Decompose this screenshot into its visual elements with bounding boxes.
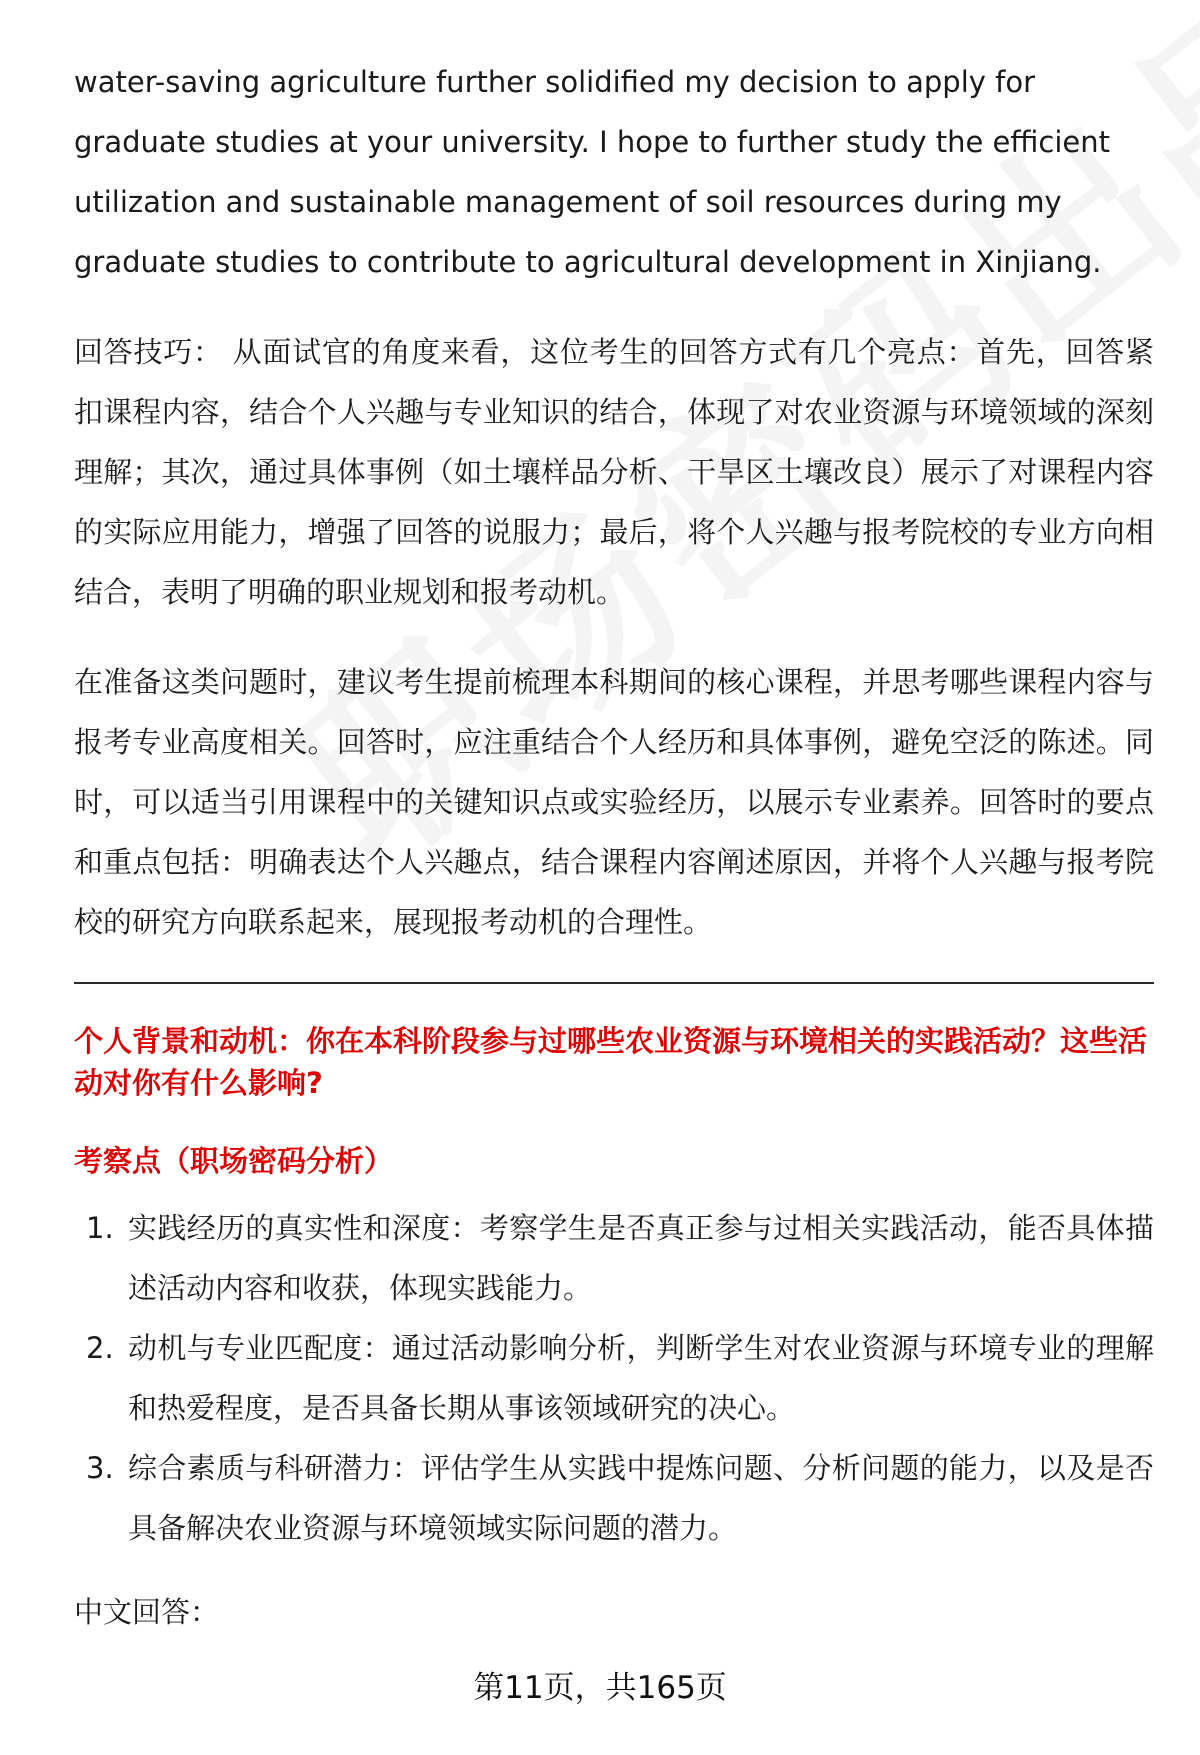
list-item bbox=[74, 1198, 1154, 1318]
list-item-text: 动机与专业匹配度：通过活动影响分析，判断学生对农业资源与环境专业的理解和热爱程度，是否具备长期从事该领域研究的决心。 bbox=[128, 1331, 1154, 1425]
list-item-number: 1. bbox=[86, 1211, 114, 1245]
chinese-answer-label: 中文回答： bbox=[74, 1595, 220, 1629]
list-item-number: 3. bbox=[86, 1451, 114, 1485]
list-item-number: 2. bbox=[86, 1331, 114, 1365]
answer-tips-paragraph: 回答技巧： 从面试官的角度来看，这位考生的回答方式有几个亮点：首先，回答紧扣课程内容，结合个人兴趣与专业知识的结合，体现了对农业资源与环境领域的深刻理解；其次，通过具体事例（如土壤样品分析、干旱区土壤改良）展示了对课程内容的实际应用能力，增强了回答的说服力；最后，将个人兴趣与报考院校的专业方向相结合，表明了明确的职业规划和报考动机。 bbox=[74, 335, 1154, 609]
question-title: 个人背景和动机：你在本科阶段参与过哪些农业资源与环境相关的实践活动？这些活动对你有什么影响? bbox=[74, 1024, 1148, 1100]
list-item-text: 实践经历的真实性和深度：考察学生是否真正参与过相关实践活动，能否具体描述活动内容和收获，体现实践能力。 bbox=[128, 1211, 1154, 1305]
page-number: 第11页，共165页 bbox=[473, 1670, 727, 1706]
list-item bbox=[74, 1318, 1154, 1438]
assessment-points-list bbox=[74, 1198, 1154, 1558]
list-item-text: 综合素质与科研潜力：评估学生从实践中提炼问题、分析问题的能力，以及是否具备解决农业资源与环境领域实际问题的潜力。 bbox=[128, 1451, 1154, 1545]
english-answer-continuation: water-saving agriculture further solidified my decision to apply for graduate studies at your university. I hope to further study the efficient utilization and sustainable management of soil resources during my graduate studies to contribute to agricultural development in Xinjiang. bbox=[74, 65, 1110, 279]
preparation-advice-paragraph: 在准备这类问题时，建议考生提前梳理本科期间的核心课程，并思考哪些课程内容与报考专业高度相关。回答时，应注重结合个人经历和具体事例，避免空泛的陈述。同时，可以适当引用课程中的关键知识点或实验经历，以展示专业素养。回答时的要点和重点包括：明确表达个人兴趣点，结合课程内容阐述原因，并将个人兴趣与报考院校的研究方向联系起来，展现报考动机的合理性。 bbox=[74, 665, 1154, 939]
page-content bbox=[74, 52, 1154, 1642]
section-divider bbox=[74, 982, 1154, 984]
assessment-points-heading: 考察点（职场密码分析） bbox=[74, 1144, 394, 1178]
list-item bbox=[74, 1438, 1154, 1558]
